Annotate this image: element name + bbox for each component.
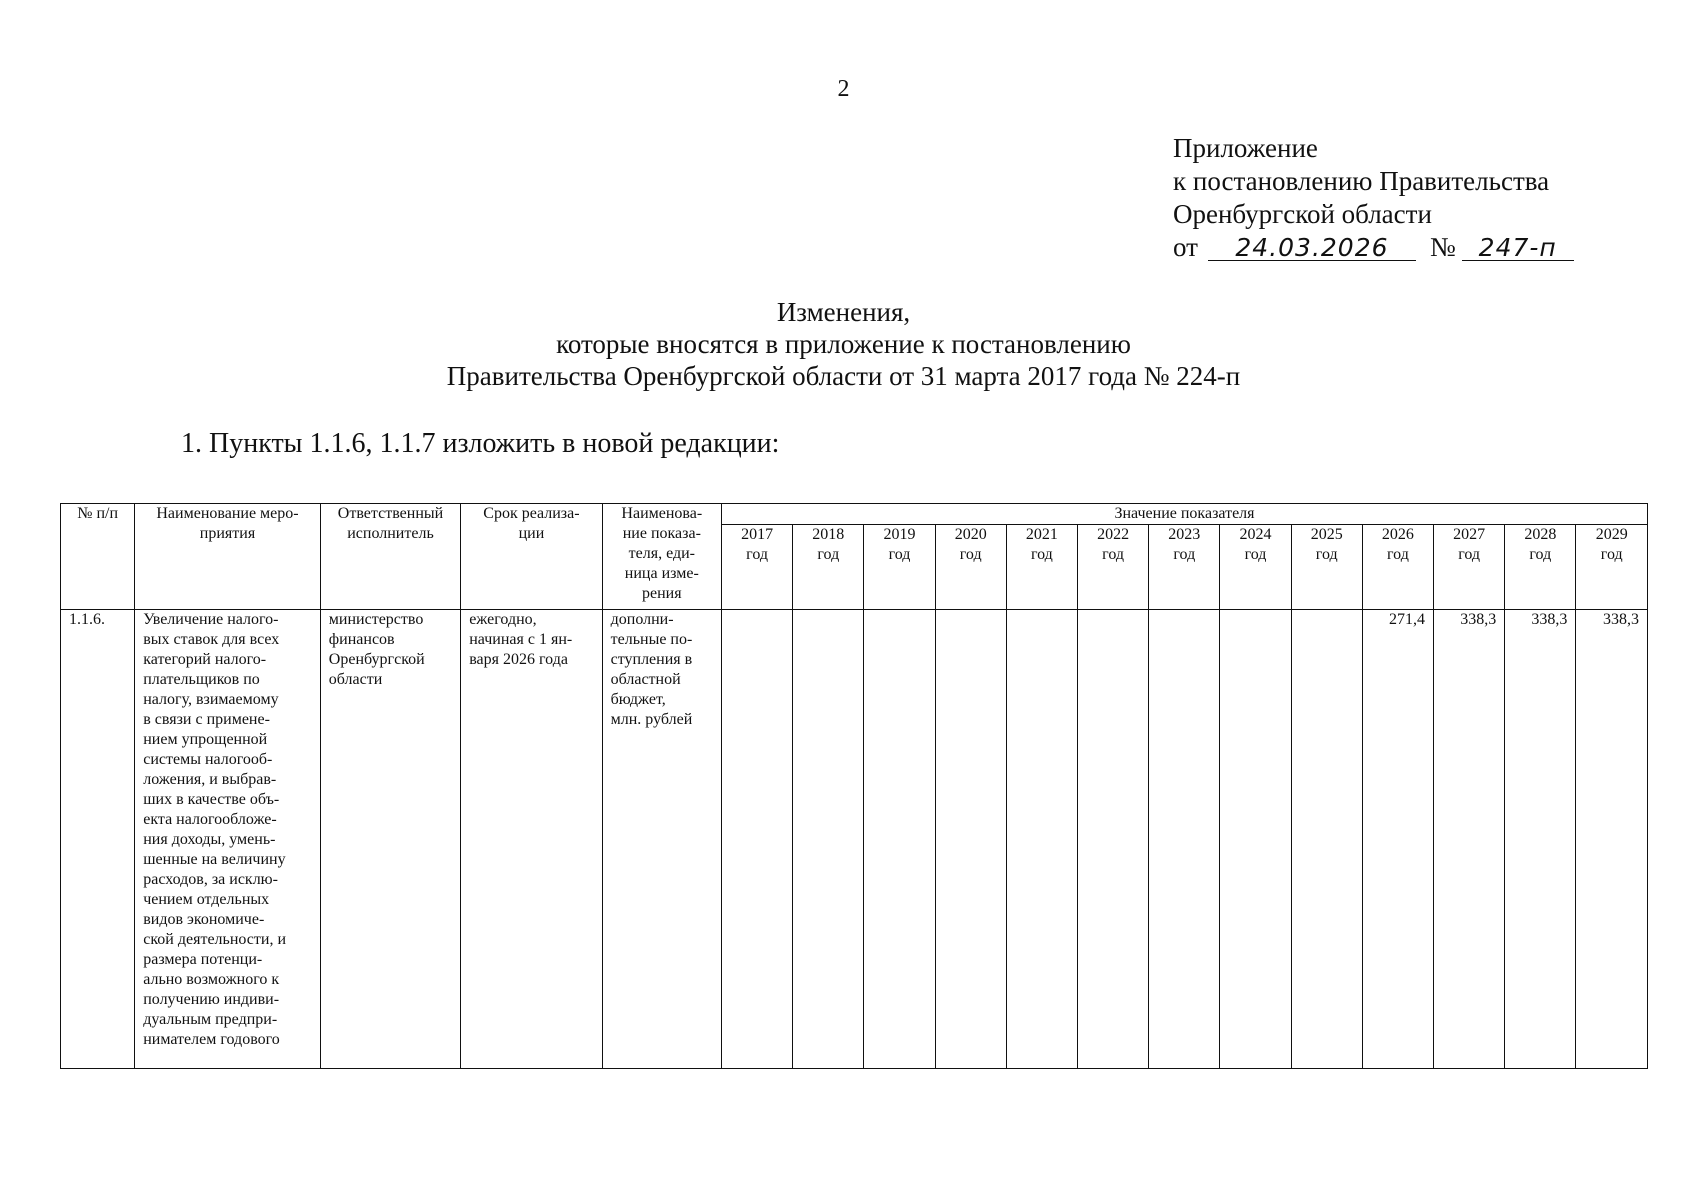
header-executor: Ответственный исполнитель <box>320 504 460 610</box>
cell-value <box>864 610 935 1069</box>
cell-value <box>1078 610 1149 1069</box>
header-year: 2022 год <box>1078 525 1149 610</box>
annex-line2: к постановлению Правительства <box>1173 166 1550 196</box>
document-title <box>0 296 1687 392</box>
cell-value: 338,3 <box>1505 610 1576 1069</box>
item-intro: 1. Пункты 1.1.6, 1.1.7 изложить в новой редакции: <box>181 428 780 459</box>
header-year: 2025 год <box>1291 525 1362 610</box>
cell-value: 338,3 <box>1434 610 1505 1069</box>
cell-value <box>1291 610 1362 1069</box>
cell-value: 271,4 <box>1362 610 1433 1069</box>
title-line1: Изменения, <box>776 297 911 327</box>
header-year: 2026 год <box>1362 525 1433 610</box>
annex-line1: Приложение <box>1173 133 1318 163</box>
page-number: 2 <box>837 76 850 102</box>
date-prefix: от <box>1173 232 1198 262</box>
header-name: Наименование меро- приятия <box>135 504 321 610</box>
cell-num: 1.1.6. <box>61 610 135 1069</box>
title-line3: Правительства Оренбургской области от 31 марта 2017 года № 224-п <box>446 361 1241 391</box>
cell-term: ежегодно, начиная с 1 ян- варя 2026 года <box>461 610 602 1069</box>
cell-value <box>1220 610 1291 1069</box>
cell-name: Увеличение налого- вых ставок для всех категорий налого- плательщиков по налогу, взимаемому в связи с примене- нием упрощенной системы налогооб- ложения, и выбрав- ших в качестве объ- екта налогообложе- ния доходы, умень- шенные на величину расходов, за исклю- чением отдельных видов экономиче- ской деятельности, и размера потенци- ально возможного к получению индиви- дуальным предпри- нимателем годового <box>135 610 321 1069</box>
header-year: 2017 год <box>721 525 792 610</box>
header-term: Срок реализа- ции <box>461 504 602 610</box>
cell-executor: министерство финансов Оренбургской области <box>320 610 460 1069</box>
header-year: 2029 год <box>1576 525 1648 610</box>
annex-date-line <box>1173 231 1574 264</box>
annex-block <box>1173 132 1574 264</box>
header-year: 2020 год <box>935 525 1006 610</box>
cell-value <box>1006 610 1077 1069</box>
annex-line3: Оренбургской области <box>1173 199 1432 229</box>
measures-table <box>60 503 1648 1069</box>
header-num: № п/п <box>61 504 135 610</box>
cell-value <box>721 610 792 1069</box>
header-year: 2021 год <box>1006 525 1077 610</box>
cell-value: 338,3 <box>1576 610 1648 1069</box>
header-year: 2028 год <box>1505 525 1576 610</box>
header-year: 2027 год <box>1434 525 1505 610</box>
header-indicator: Наименова- ние показа- теля, еди- ница изме- рения <box>602 504 721 610</box>
title-line2: которые вносятся в приложение к постановлению <box>556 329 1131 359</box>
table-row <box>61 610 1648 1069</box>
header-year: 2024 год <box>1220 525 1291 610</box>
handwritten-date: 24.03.2026 <box>1208 236 1416 261</box>
cell-value <box>793 610 864 1069</box>
cell-indicator: дополни- тельные по- ступления в областной бюджет, млн. рублей <box>602 610 721 1069</box>
header-year: 2018 год <box>793 525 864 610</box>
cell-value <box>1149 610 1220 1069</box>
handwritten-number: 247-п <box>1462 236 1574 261</box>
header-year: 2023 год <box>1149 525 1220 610</box>
number-sign: № <box>1429 232 1456 262</box>
header-year: 2019 год <box>864 525 935 610</box>
table-header-row <box>61 504 1648 525</box>
header-values-group: Значение показателя <box>721 504 1647 525</box>
cell-value <box>935 610 1006 1069</box>
